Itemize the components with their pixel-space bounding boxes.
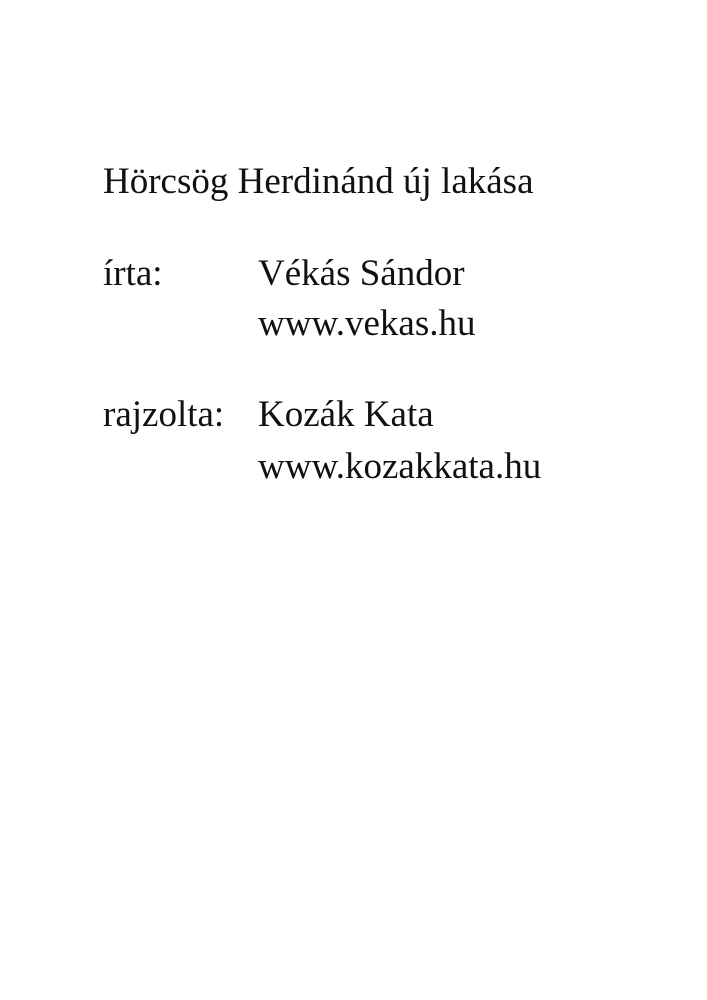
author-name: Vékás Sándor: [258, 253, 465, 294]
illustrator-name: Kozák Kata: [258, 394, 434, 435]
illustrator-website: www.kozakkata.hu: [258, 446, 542, 487]
author-website: www.vekas.hu: [258, 303, 476, 344]
author-label: írta:: [103, 253, 163, 294]
book-title: Hörcsög Herdinánd új lakása: [103, 161, 534, 202]
illustrator-label: rajzolta:: [103, 394, 225, 435]
